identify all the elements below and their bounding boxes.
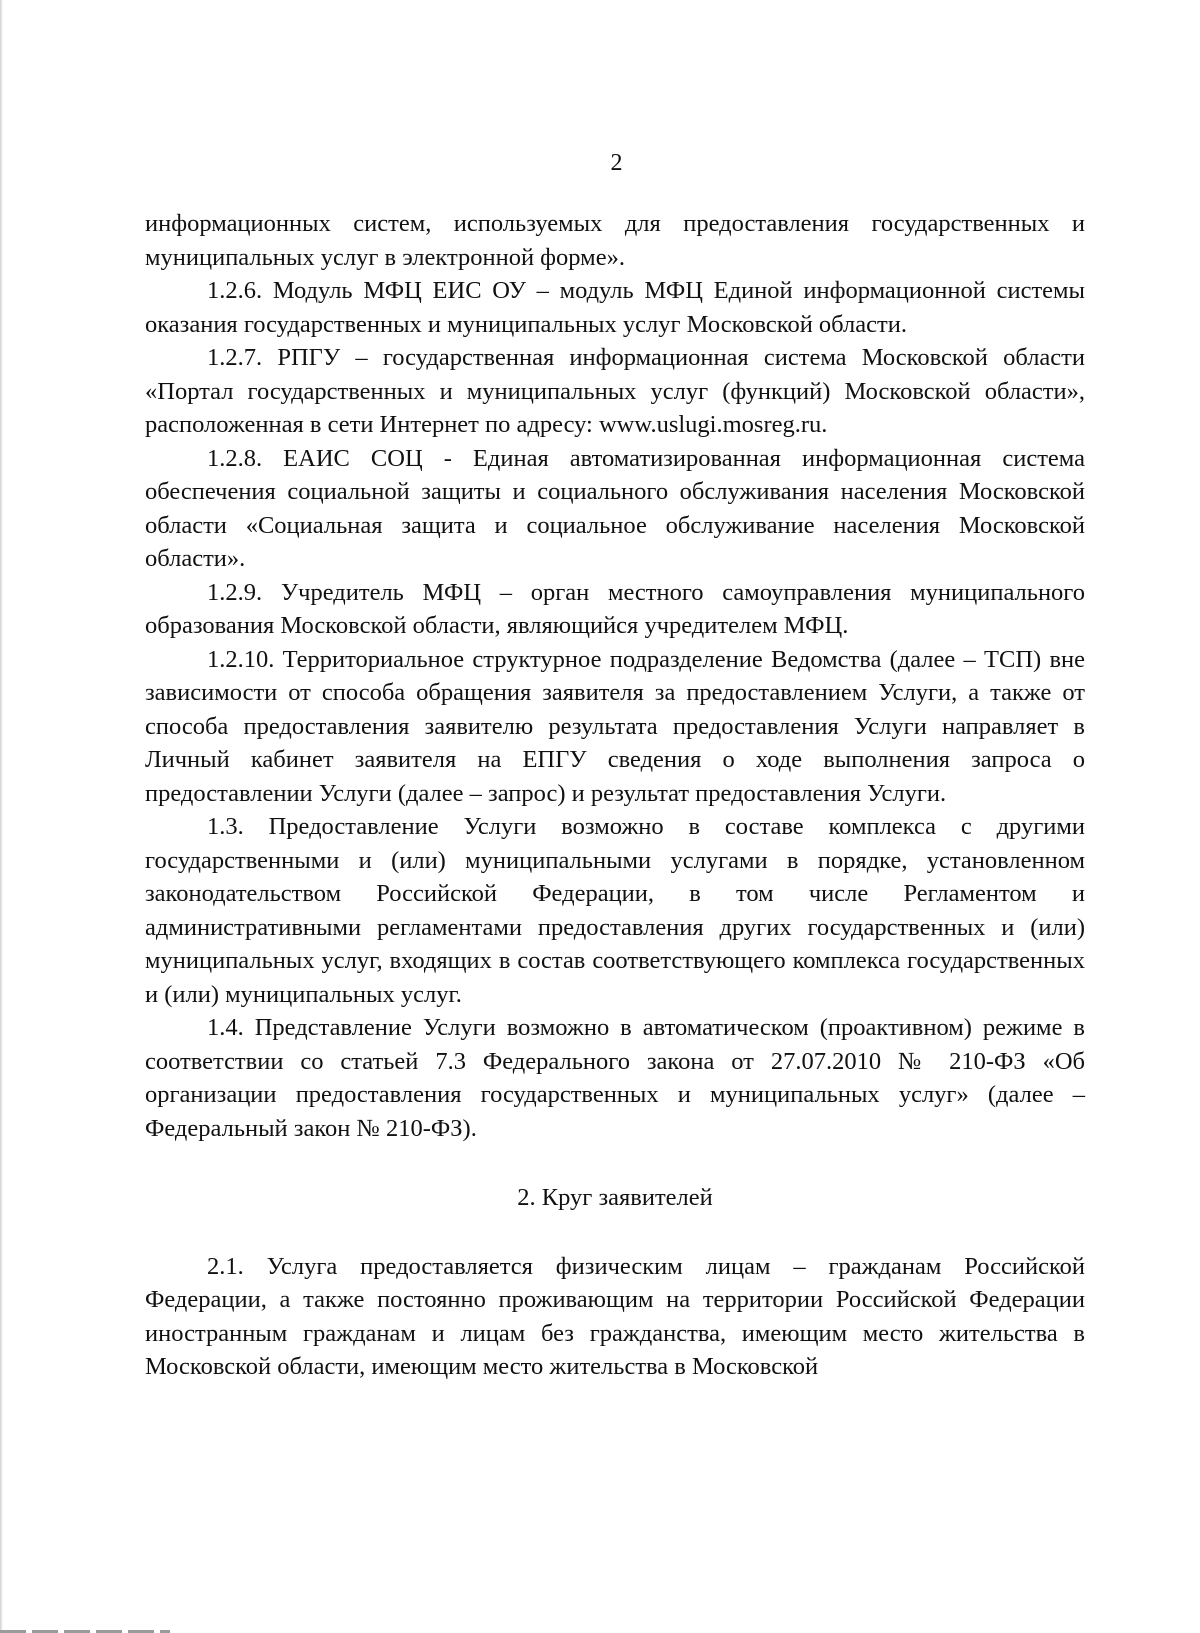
paragraph-1-4: 1.4. Представление Услуги возможно в автоматическом (проактивном) режиме в соответствии со статьей 7.3 Федерального закона от 27.07.2010 № 210-ФЗ «Об организации предоставления государственных и муниципальных услуг» (далее – Федеральный закон № 210-ФЗ). [145, 1014, 1085, 1142]
document-body [145, 207, 1085, 1384]
page-number: 2 [610, 150, 623, 176]
scan-edge-left [0, 0, 3, 1633]
paragraph-1-2-7: 1.2.7. РПГУ – государственная информационная система Московской области «Портал государственных и муниципальных услуг (функций) Московской области», расположенная в сети Интернет по адресу: www.uslugi.mosreg.ru. [145, 344, 1085, 438]
paragraph-1-2-9: 1.2.9. Учредитель МФЦ – орган местного самоуправления муниципального образования Московской области, являющийся учредителем МФЦ. [145, 578, 1085, 639]
section-heading: 2. Круг заявителей [517, 1184, 713, 1211]
paragraph-continuation: информационных систем, используемых для предоставления государственных и муниципальных услуг в электронной форме». [145, 210, 1085, 271]
paragraph-1-2-6: 1.2.6. Модуль МФЦ ЕИС ОУ – модуль МФЦ Единой информационной системы оказания государственных и муниципальных услуг Московской области. [145, 277, 1085, 338]
paragraph-1-2-8: 1.2.8. ЕАИС СОЦ - Единая автоматизированная информационная система обеспечения социальной защиты и социального обслуживания населения Московской области «Социальная защита и социальное обслуживание населения Московской области». [145, 444, 1085, 572]
paragraph-1-3: 1.3. Предоставление Услуги возможно в составе комплекса с другими государственными и (или) муниципальными услугами в порядке, установленном законодательством Российской Федерации, в том числе Регламентом и административными регламентами предоставления других государственных и (или) муниципальных услуг, входящих в состав соответствующего комплекса государственных и (или) муниципальных услуг. [145, 813, 1085, 1008]
paragraph-2-1: 2.1. Услуга предоставляется физическим лицам – гражданам Российской Федерации, а также постоянно проживающим на территории Российской Федерации иностранным гражданам и лицам без гражданства, имеющим место жительства в Московской области, имеющим место жительства в Московской [145, 1252, 1085, 1380]
paragraph-1-2-10: 1.2.10. Территориальное структурное подразделение Ведомства (далее – ТСП) вне зависимости от способа обращения заявителя за предоставлением Услуги, а также от способа предоставления заявителю результата предоставления Услуги направляет в Личный кабинет заявителя на ЕПГУ сведения о ходе выполнения запроса о предоставлении Услуги (далее – запрос) и результат предоставления Услуги. [145, 645, 1085, 807]
